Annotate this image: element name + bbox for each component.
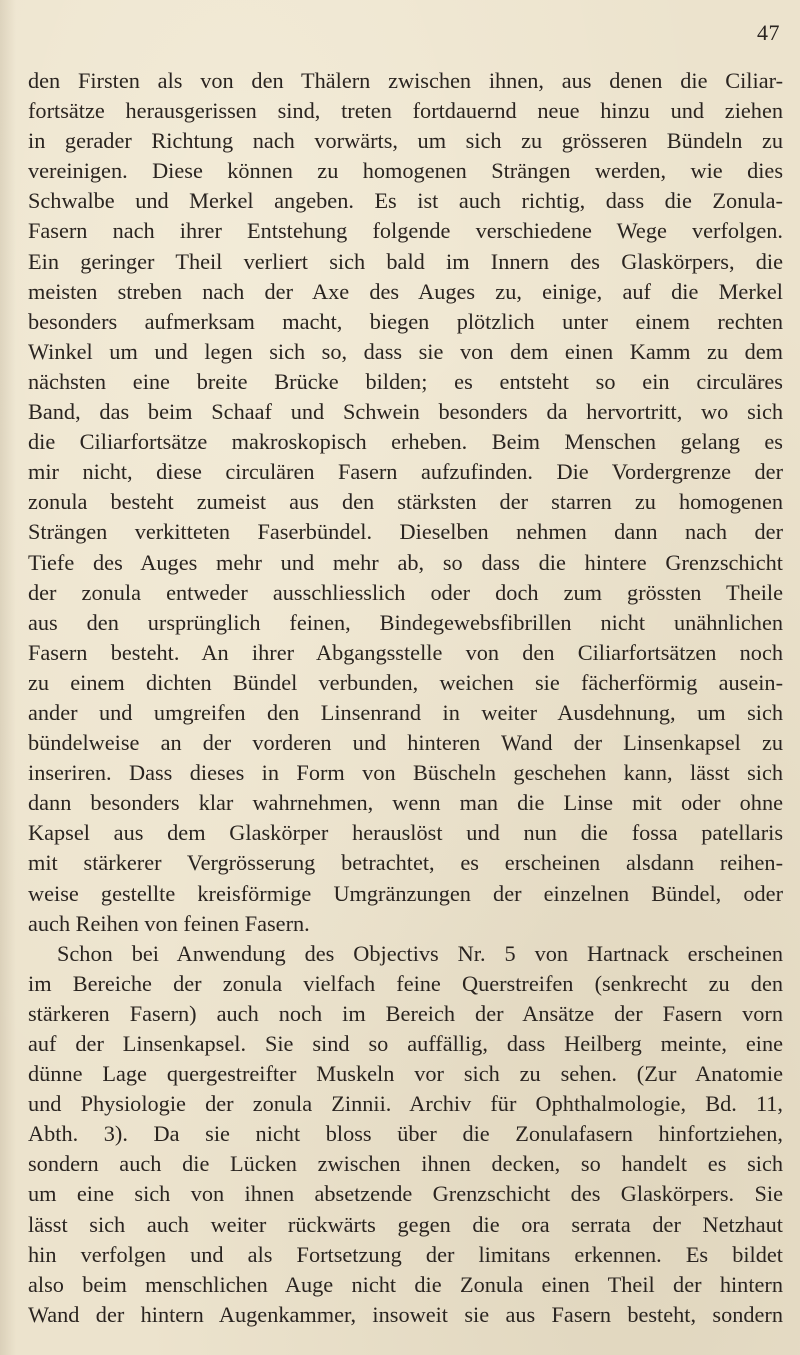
text-line: weise gestellte kreisförmige Umgränzungen der einzelnen Bündel, oder bbox=[28, 880, 783, 906]
text-line: Band, das beim Schaaf und Schwein besonders da hervortritt, wo sich bbox=[28, 399, 783, 425]
text-line: meisten streben nach der Axe des Auges zu, einige, auf die Merkel bbox=[28, 278, 783, 304]
text-line: in gerader Richtung nach vorwärts, um sich zu grösseren Bündeln zu bbox=[28, 128, 783, 154]
text-line: auf der Linsenkapsel. Sie sind so auffällig, dass Heilberg meinte, eine bbox=[28, 1031, 783, 1056]
text-line: Kapsel aus dem Glaskörper herauslöst und nun die fossa patellaris bbox=[28, 820, 783, 846]
text-line: zonula besteht zumeist aus den stärksten der starren zu homogenen bbox=[28, 489, 783, 515]
text-line: dann besonders klar wahrnehmen, wenn man die Linse mit oder ohne bbox=[28, 790, 783, 816]
text-line: aus den ursprünglich feinen, Bindegewebsfibrillen nicht unähnlichen bbox=[28, 609, 783, 635]
text-line: den Firsten als von den Thälern zwischen ihnen, aus denen die Ciliar- bbox=[28, 68, 783, 93]
text-line: stärkeren Fasern) auch noch im Bereich der Ansätze der Fasern vorn bbox=[28, 1000, 783, 1026]
text-line: fortsätze herausgerissen sind, treten fortdauernd neue hinzu und ziehen bbox=[28, 98, 783, 124]
text-line: sondern auch die Lücken zwischen ihnen decken, so handelt es sich bbox=[28, 1151, 783, 1177]
text-line: bündelweise an der vorderen und hinteren Wand der Linsenkapsel zu bbox=[28, 730, 783, 756]
text-line: Schon bei Anwendung des Objectivs Nr. 5 von Hartnack erscheinen bbox=[57, 940, 783, 966]
text-line: ander und umgreifen den Linsenrand in weiter Ausdehnung, um sich bbox=[28, 699, 783, 725]
body-text bbox=[28, 66, 783, 1330]
text-line: Wand der hintern Augenkammer, insoweit sie aus Fasern besteht, sondern bbox=[28, 1301, 783, 1327]
text-line: inseriren. Dass dieses in Form von Büscheln geschehen kann, lässt sich bbox=[28, 760, 783, 786]
text-line: Strängen verkitteten Faserbündel. Dieselben nehmen dann nach der bbox=[28, 519, 783, 545]
page-number: 47 bbox=[757, 20, 780, 45]
text-line: die Ciliarfortsätze makroskopisch erheben. Beim Menschen gelang es bbox=[28, 429, 783, 455]
text-line: mit stärkerer Vergrösserung betrachtet, es erscheinen alsdann reihen- bbox=[28, 850, 783, 876]
text-line: hin verfolgen und als Fortsetzung der limitans erkennen. Es bildet bbox=[28, 1241, 783, 1267]
text-line: Ein geringer Theil verliert sich bald im Innern des Glaskörpers, die bbox=[28, 248, 783, 274]
text-line: Abth. 3). Da sie nicht bloss über die Zonulafasern hinfortziehen, bbox=[28, 1121, 783, 1147]
text-line: vereinigen. Diese können zu homogenen Strängen werden, wie dies bbox=[28, 158, 783, 184]
text-line: mir nicht, diese circulären Fasern aufzufinden. Die Vordergrenze der bbox=[28, 459, 783, 485]
text-line: Schwalbe und Merkel angeben. Es ist auch richtig, dass die Zonula- bbox=[28, 188, 783, 214]
text-line: auch Reihen von feinen Fasern. bbox=[28, 910, 310, 936]
text-line: und Physiologie der zonula Zinnii. Archiv für Ophthalmologie, Bd. 11, bbox=[28, 1091, 783, 1117]
text-line: zu einem dichten Bündel verbunden, weichen sie fächerförmig ausein- bbox=[28, 669, 783, 695]
text-line: nächsten eine breite Brücke bilden; es entsteht so ein circuläres bbox=[28, 368, 783, 394]
paragraph bbox=[28, 66, 783, 939]
text-line: der zonula entweder ausschliesslich oder doch zum grössten Theile bbox=[28, 579, 783, 605]
text-line: also beim menschlichen Auge nicht die Zonula einen Theil der hintern bbox=[28, 1271, 783, 1297]
text-line: dünne Lage quergestreifter Muskeln vor sich zu sehen. (Zur Anatomie bbox=[28, 1061, 783, 1087]
text-line: um eine sich von ihnen absetzende Grenzschicht des Glaskörpers. Sie bbox=[28, 1181, 783, 1207]
text-line: Winkel um und legen sich so, dass sie von dem einen Kamm zu dem bbox=[28, 338, 783, 364]
text-line: besonders aufmerksam macht, biegen plötzlich unter einem rechten bbox=[28, 308, 783, 334]
text-line: im Bereiche der zonula vielfach feine Querstreifen (senkrecht zu den bbox=[28, 970, 783, 996]
text-line: Tiefe des Auges mehr und mehr ab, so dass die hintere Grenzschicht bbox=[28, 549, 783, 575]
text-line: Fasern besteht. An ihrer Abgangsstelle von den Ciliarfortsätzen noch bbox=[28, 639, 783, 665]
text-line: lässt sich auch weiter rückwärts gegen die ora serrata der Netzhaut bbox=[28, 1211, 783, 1237]
text-line: Fasern nach ihrer Entstehung folgende verschiedene Wege verfolgen. bbox=[28, 218, 783, 244]
paragraph bbox=[28, 939, 783, 1330]
binding-shadow bbox=[0, 0, 16, 1355]
